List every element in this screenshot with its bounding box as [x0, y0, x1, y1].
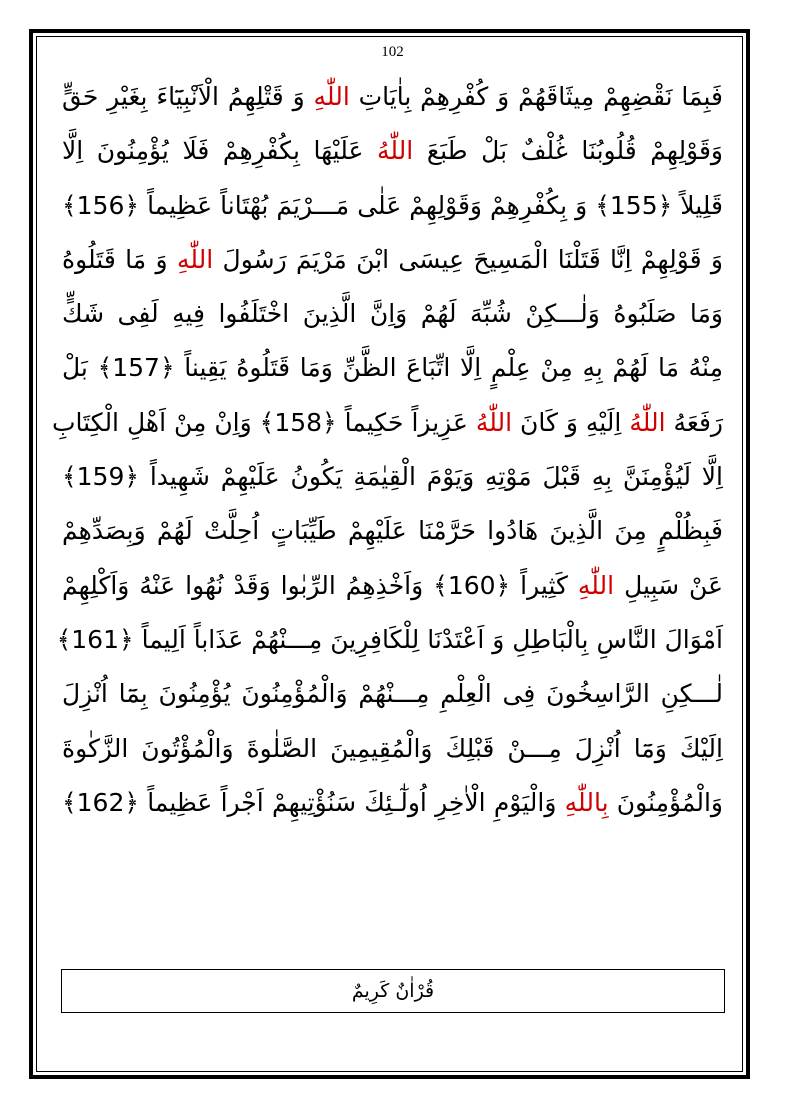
- verse-line: فَبِظُلْمٍ مِنَ الَّذِينَ هَادُوا حَرَّمْنَا عَلَيْهِمْ طَيِّبَاتٍ اُحِلَّتْ لَهُمْ وَبِصَدِّهِمْ: [62, 516, 723, 546]
- footer-title: قُرْاٰنٌ كَرِيمٌ: [351, 980, 435, 1002]
- divine-name: اللّٰهُ: [376, 136, 414, 166]
- divine-name: اللّٰهُ: [475, 407, 513, 437]
- divine-name: اللّٰهِ: [176, 244, 214, 274]
- verse-line: قَلِيلاً ﴿155﴾ وَ بِكُفْرِهِمْ وَقَوْلِهِمْ عَلٰى مَـــرْيَمَ بُهْتَاناً عَظِيماً ﴿156﴾: [62, 190, 723, 220]
- verse-line: وَقَوْلِهِمْ قُلُوبُنَا غُلْفٌ بَلْ طَبَعَ اللّٰهُ عَلَيْهَا بِكُفْرِهِمْ فَلَا يُؤْمِنُونَ اِلَّا: [62, 136, 723, 166]
- verse-line: اَمْوَالَ النَّاسِ بِالْبَاطِلِ وَ اَعْتَدْنَا لِلْكَافِرِينَ مِـــنْهُمْ عَذَاباً اَلِيماً ﴿161﴾: [56, 624, 723, 654]
- divine-name: اللّٰهِ: [313, 82, 350, 111]
- verse-line: رَفَعَهُ اللّٰهُ اِلَيْهِ وَ كَانَ اللّٰهُ عَزِيزاً حَكِيماً ﴿158﴾ وَاِنْ مِنْ اَهْلِ الْكِتَابِ: [51, 407, 723, 437]
- verse-line: عَنْ سَبِيلِ اللّٰهِ كَثِيراً ﴿160﴾ وَاَخْذِهِمُ الرِّبٰوا وَقَدْ نُهُوا عَنْهُ وَاَكْلِهِمْ: [62, 570, 723, 600]
- verse-line: فَبِمَا نَقْضِهِمْ مِيثَاقَهُمْ وَ كُفْرِهِمْ بِاٰيَاتِ اللّٰهِ وَ قَتْلِهِمُ الْاَنْبِيَٓاءَ بِغَيْرِ حَقٍّ: [62, 82, 723, 111]
- verse-line: وَمَا صَلَبُوهُ وَلٰـــكِنْ شُبِّهَ لَهُمْ وَاِنَّ الَّذِينَ اخْتَلَفُوا فِيهِ لَفِى شَكٍّ: [62, 299, 723, 329]
- verse-line: اِلَّا لَيُؤْمِنَنَّ بِهِ قَبْلَ مَوْتِهِ وَيَوْمَ الْقِيٰمَةِ يَكُونُ عَلَيْهِمْ شَهِيداً ﴿159﴾: [62, 462, 723, 492]
- verse-line: لٰـــكِنِ الرَّاسِخُونَ فِى الْعِلْمِ مِـــنْهُمْ وَالْمُؤْمِنُونَ يُؤْمِنُونَ بِمَٓا اُنْزِلَ: [62, 679, 723, 709]
- divine-name: بِاللّٰهِ: [564, 787, 609, 817]
- verse-line: وَ قَوْلِهِمْ اِنَّا قَتَلْنَا الْمَسِيحَ عِيسَى ابْنَ مَرْيَمَ رَسُولَ اللّٰهِ وَ مَا قَتَلُوهُ: [62, 244, 723, 274]
- verse-line: وَالْمُؤْمِنُونَ بِاللّٰهِ وَالْيَوْمِ الْاٰخِرِ اُولٰٓـئِكَ سَنُؤْتِيهِمْ اَجْراً عَظِيماً ﴿162﴾: [62, 787, 723, 817]
- divine-name: اللّٰهُ: [629, 407, 666, 437]
- verse-line: اِلَيْكَ وَمَٓا اُنْزِلَ مِـــنْ قَبْلِكَ وَالْمُقِيمِينَ الصَّلٰوةَ وَالْمُؤْتُونَ الزَّكٰوةَ: [62, 733, 723, 763]
- verse-line: مِنْهُ مَا لَهُمْ بِهِ مِنْ عِلْمٍ اِلَّا اتِّبَاعَ الظَّنِّ وَمَا قَتَلُوهُ يَقِيناً ﴿157﴾ بَلْ: [62, 353, 723, 383]
- divine-name: اللّٰهِ: [577, 570, 615, 600]
- verse-text-block: [51, 70, 723, 830]
- page-number: 102: [381, 44, 404, 60]
- footer-title-box: [61, 969, 725, 1013]
